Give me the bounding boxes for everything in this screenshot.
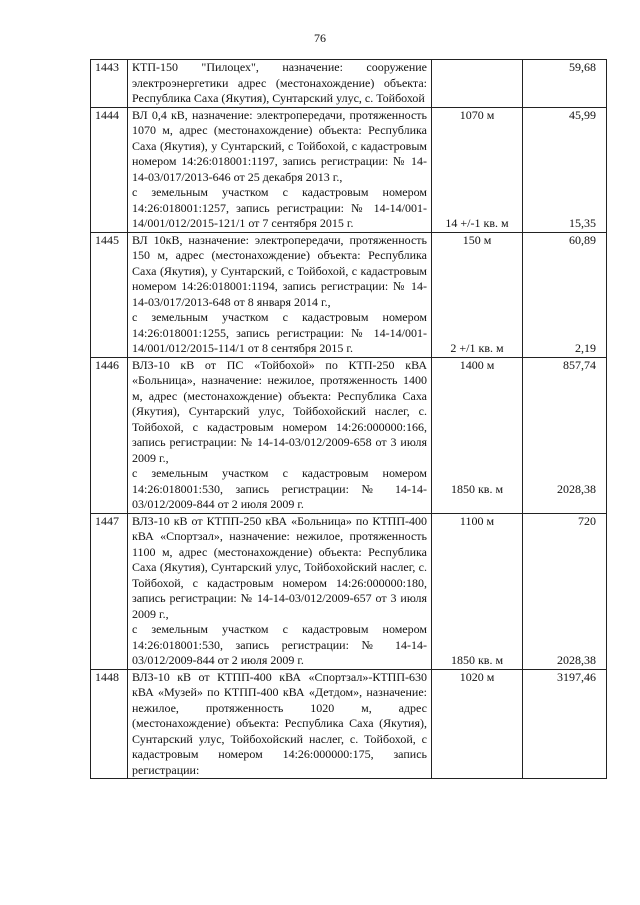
object-cost	[523, 513, 607, 669]
object-length: 1070 м	[459, 107, 495, 122]
object-description	[128, 60, 432, 108]
object-value: 59,68	[569, 60, 596, 74]
object-size	[432, 107, 523, 232]
land-area: 1850 кв. м	[450, 653, 504, 667]
description-paragraph: с земельным участком с кадастровым номером 14:26:018001:530, запись регистрации: № 14-14-03/012/2009-844 от 2 июля 2009 г.	[132, 622, 427, 667]
record-number: 1445	[91, 232, 128, 357]
object-value: 45,99	[569, 107, 596, 122]
land-area: 14 +/-1 кв. м	[445, 216, 509, 230]
description-paragraph: ВЛ 10кВ, назначение: электропередачи, протяженность 150 м, адрес (местонахождение) объекта: Республика Саха (Якутия), у Сунтарский, с Тойбохой, с кадастровым номером 14:26:018001:1194, запись регистрации: № 14-14-03/017/2013-648 от 8 января 2014 г.,	[132, 232, 427, 309]
description-paragraph: с земельным участком с кадастровым номером 14:26:018001:1255, запись регистрации: № 14-14/001-14/001/012/2015-114/1 от 8 сентября 2015 г.	[132, 310, 427, 355]
object-description	[128, 107, 432, 232]
object-length	[436, 60, 518, 76]
object-size	[432, 60, 523, 108]
object-description	[128, 232, 432, 357]
description-paragraph: с земельным участком с кадастровым номером 14:26:018001:1257, запись регистрации: № 14-14/001-14/001/012/2015-121/1 от 7 сентября 2015 г.	[132, 185, 427, 230]
object-value: 720	[578, 513, 596, 528]
object-size	[432, 513, 523, 669]
record-number: 1444	[91, 107, 128, 232]
record-number: 1443	[91, 60, 128, 108]
object-cost	[523, 232, 607, 357]
object-description	[128, 357, 432, 513]
land-value: 2028,38	[557, 653, 596, 667]
description-paragraph: ВЛЗ-10 кВ от ПС «Тойбохой» по КТП-250 кВА «Больница», назначение: нежилое, протяженность 1400 м, адрес (местонахождение) объекта: Республика Саха (Якутия), Сунтарский улус, Тойбохойский наслег, с. Тойбохой, с кадастровым номером 14:26:000000:166, запись регистрации: № 14-14-03/012/2009-658 от 3 июля 2009 г.,	[132, 357, 427, 465]
object-cost	[523, 669, 607, 779]
object-description	[128, 513, 432, 669]
table-row	[91, 357, 607, 513]
land-value: 2028,38	[557, 481, 596, 496]
object-length: 1100 м	[459, 513, 495, 528]
object-value: 60,89	[569, 232, 596, 247]
description-paragraph: КТП-150 "Пилоцех", назначение: сооружение электроэнергетики адрес (местонахождение) объекта: Республика Саха (Якутия), Сунтарский улус, с. Тойбохой	[132, 60, 427, 105]
property-registry-table	[90, 59, 607, 779]
object-size	[432, 232, 523, 357]
record-number: 1446	[91, 357, 128, 513]
object-length: 150 м	[462, 232, 492, 247]
object-length: 1400 м	[459, 357, 495, 372]
object-cost	[523, 60, 607, 108]
description-paragraph: с земельным участком с кадастровым номером 14:26:018001:530, запись регистрации: № 14-14-03/012/2009-844 от 2 июля 2009 г.	[132, 466, 427, 511]
table-row	[91, 232, 607, 357]
table-row	[91, 60, 607, 108]
description-paragraph: ВЛЗ-10 кВ от КТПП-400 кВА «Спортзал»-КТПП-630 кВА «Музей» по КТПП-400 кВА «Детдом», назначение: нежилое, протяженность 1020 м, адрес (местонахождение) объекта: Республика Саха (Якутия), Сунтарский улус, Тойбохойский наслег, с. Тойбохой, с кадастровым номером 14:26:000000:175, запись регистрации:	[132, 669, 427, 777]
land-value: 15,35	[569, 216, 596, 230]
land-value: 2,19	[575, 341, 596, 355]
table-row	[91, 513, 607, 669]
registry-table-body	[91, 60, 607, 779]
object-description	[128, 669, 432, 779]
object-size	[432, 669, 523, 779]
object-length: 1020 м	[459, 669, 495, 684]
object-cost	[523, 357, 607, 513]
record-number: 1448	[91, 669, 128, 779]
record-number: 1447	[91, 513, 128, 669]
object-size	[432, 357, 523, 513]
description-paragraph: ВЛ 0,4 кВ, назначение: электропередачи, протяженность 1070 м, адрес (местонахождение) объекта: Республика Саха (Якутия), у Сунтарский, с Тойбохой, с кадастровым номером 14:26:018001:1197, запись регистрации: № 14-14-03/017/2013-646 от 25 декабря 2013 г.,	[132, 107, 427, 184]
table-row	[91, 669, 607, 779]
description-paragraph: ВЛЗ-10 кВ от КТПП-250 кВА «Больница» по КТПП-400 кВА «Спортзал», назначение: нежилое, протяженность 1100 м, адрес (местонахождение) объекта: Республика Саха (Якутия), Сунтарский улус, Тойбохойский наслег, с. Тойбохой, с кадастровым номером 14:26:000000:180, запись регистрации: № 14-14-03/012/2009-657 от 3 июля 2009 г.,	[132, 513, 427, 621]
table-row	[91, 107, 607, 232]
object-value: 857,74	[563, 357, 596, 372]
object-cost	[523, 107, 607, 232]
object-value: 3197,46	[557, 669, 596, 684]
page-number: 76	[314, 31, 326, 45]
land-area: 1850 кв. м	[450, 481, 504, 496]
land-area: 2 +/1 кв. м	[450, 341, 504, 355]
